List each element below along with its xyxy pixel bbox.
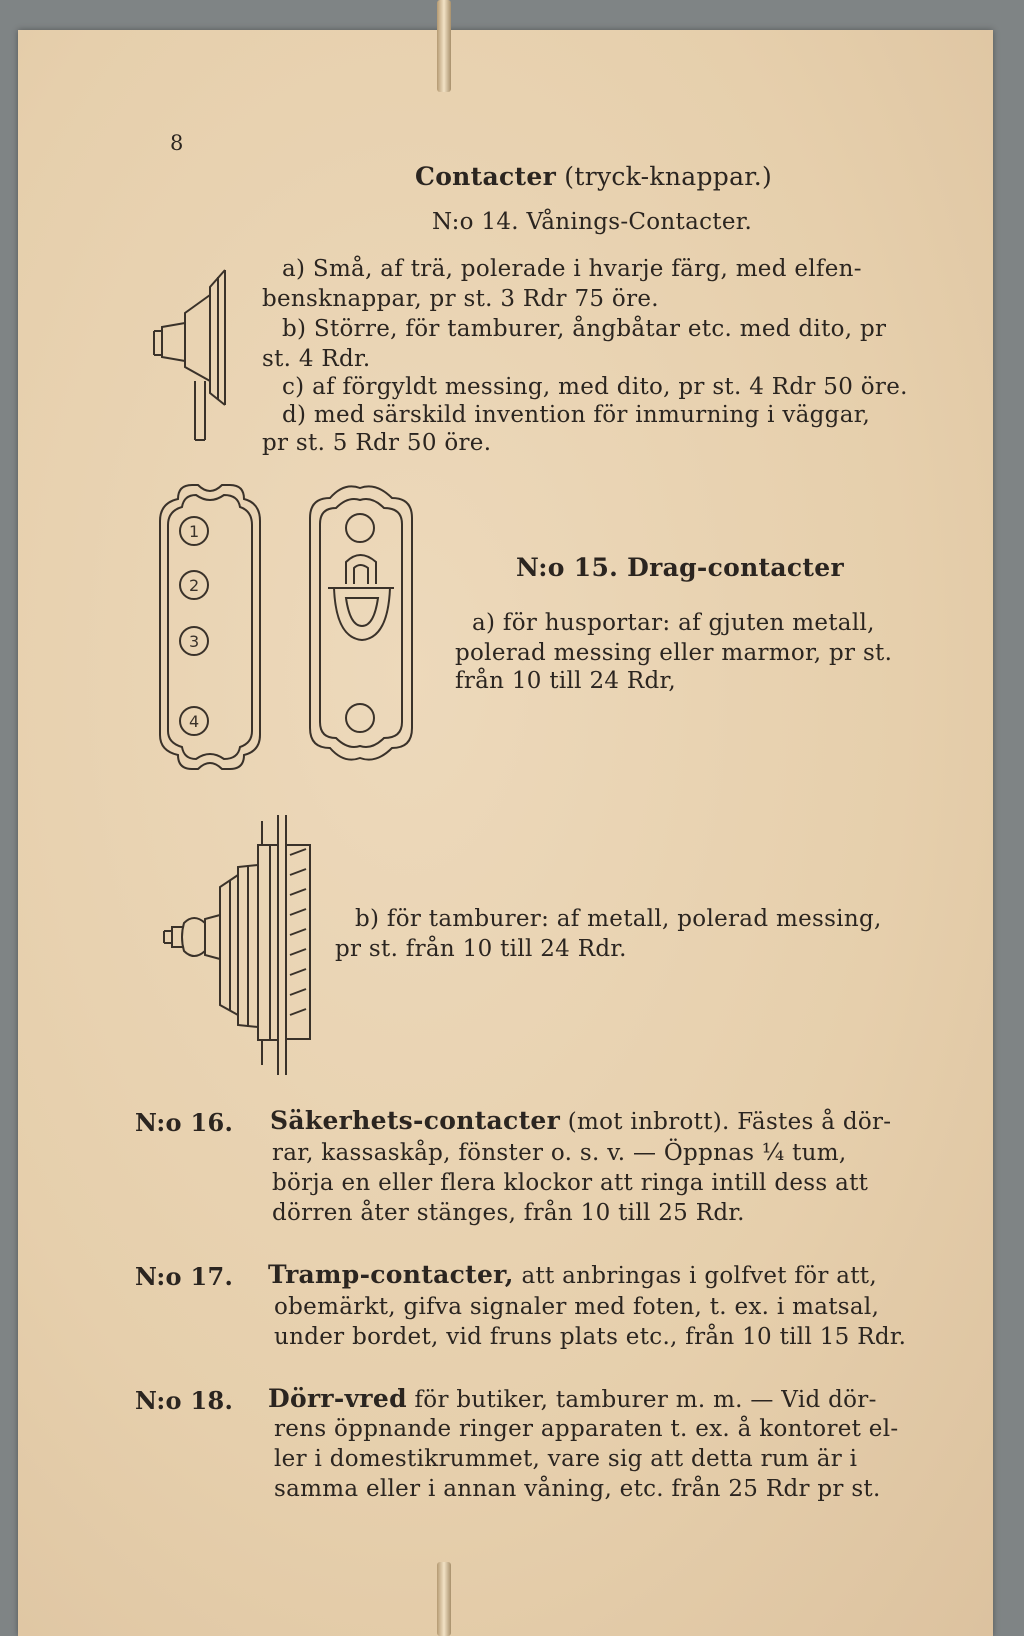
n16-line-4: dörren åter stänges, från 10 till 25 Rdr. <box>272 1200 745 1226</box>
n17-number: N:o 17. <box>135 1262 234 1291</box>
n17-title: Tramp-contacter, <box>268 1260 514 1289</box>
n17-line-1 <box>268 1260 877 1291</box>
n15-title-text: N:o 15. Drag-contacter <box>516 553 844 582</box>
n14-line-6: d) med särskild invention för inmurning i väggar, <box>282 402 871 428</box>
n17-line-3: under bordet, vid fruns plats etc., från 10 till 15 Rdr. <box>274 1324 907 1350</box>
n14-line-1: a) Små, af trä, polerade i hvarje färg, med elfen- <box>282 256 862 282</box>
pull-handle-plate-illustration <box>300 488 430 763</box>
n15-line-3: från 10 till 24 Rdr, <box>455 668 676 694</box>
plate-number-2: 2 <box>189 576 200 595</box>
plate-number-4: 4 <box>189 712 200 731</box>
n15b-line-1: b) för tamburer: af metall, polerad messing, <box>355 906 882 932</box>
n14-line-4: st. 4 Rdr. <box>262 346 371 372</box>
n16-line-2: rar, kassaskåp, fönster o. s. v. — Öppnas ¼ tum, <box>272 1140 847 1166</box>
n16-line-1-text: (mot inbrott). Fästes å dör- <box>567 1109 892 1135</box>
page-number: 8 <box>170 131 184 155</box>
four-button-plate-illustration <box>148 485 273 770</box>
n14-line-5: c) af förgyldt messing, med dito, pr st. 4 Rdr 50 öre. <box>282 374 908 400</box>
n16-line-3: börja en eller flera klockor att ringa intill dess att <box>272 1170 869 1196</box>
n16-title: Säkerhets-contacter <box>270 1106 561 1135</box>
n17-line-2: obemärkt, gifva signaler med foten, t. ex. i matsal, <box>274 1294 880 1320</box>
n18-line-4: samma eller i annan våning, etc. från 25 Rdr pr st. <box>274 1476 881 1502</box>
n15-line-2: polerad messing eller marmor, pr st. <box>455 640 893 666</box>
n18-line-1-text: för butiker, tamburer m. m. — Vid dör- <box>414 1387 877 1413</box>
binding-thread-top <box>437 0 451 92</box>
plate-number-3: 3 <box>189 632 200 651</box>
n15b-line-2: pr st. från 10 till 24 Rdr. <box>335 936 627 962</box>
n18-number: N:o 18. <box>135 1386 234 1415</box>
n17-line-1-text: att anbringas i golfvet för att, <box>521 1263 877 1289</box>
n18-line-3: ler i domestikrummet, vare sig att detta rum är i <box>274 1446 858 1472</box>
n18-line-1 <box>268 1384 877 1415</box>
n15-title <box>516 553 844 583</box>
n16-number: N:o 16. <box>135 1108 234 1137</box>
plate-number-1: 1 <box>189 522 200 541</box>
binding-thread-bottom <box>437 1562 451 1636</box>
section-title-main: Contacter <box>415 162 557 191</box>
n14-line-3: b) Större, för tamburer, ångbåtar etc. med dito, pr <box>282 316 887 342</box>
n14-line-7: pr st. 5 Rdr 50 öre. <box>262 430 492 456</box>
n15-line-1: a) för husportar: af gjuten metall, <box>472 610 875 636</box>
door-pull-contact-illustration <box>150 815 330 1075</box>
n18-title: Dörr-vred <box>268 1384 407 1413</box>
section-title <box>415 162 772 192</box>
n18-line-2: rens öppnande ringer apparaten t. ex. å kontoret el- <box>274 1416 899 1442</box>
n16-line-1 <box>270 1106 891 1137</box>
section-title-sub: (tryck-knappar.) <box>564 162 773 191</box>
subheading-n14: N:o 14. Vånings-Contacter. <box>432 209 753 235</box>
n14-line-2: bensknappar, pr st. 3 Rdr 75 öre. <box>262 286 659 312</box>
push-button-contact-illustration <box>150 265 240 450</box>
